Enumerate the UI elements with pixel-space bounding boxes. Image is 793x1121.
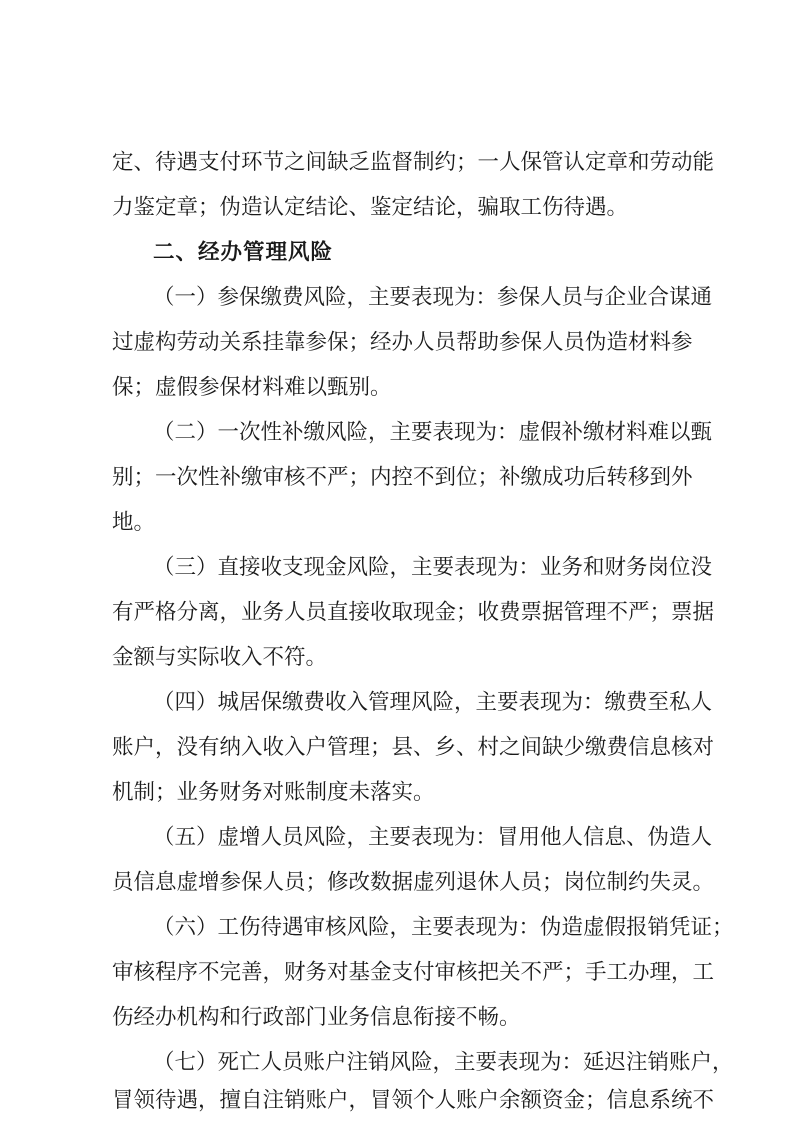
text-line: （二）一次性补缴风险，主要表现为：虚假补缴材料难以甄 xyxy=(153,420,713,445)
text-line: （四）城居保缴费收入管理风险，主要表现为：缴费至私人 xyxy=(153,690,713,715)
text-line: （六）工伤待遇审核风险，主要表现为：伪造虚假报销凭证； xyxy=(153,915,734,940)
text-line: 别；一次性补缴审核不严；内控不到位；补缴成功后转移到外 xyxy=(112,465,693,490)
text-line: （一）参保缴费风险，主要表现为：参保人员与企业合谋通 xyxy=(153,285,713,310)
text-line: （五）虚增人员风险，主要表现为：冒用他人信息、伪造人 xyxy=(153,825,713,850)
text-line: 伤经办机构和行政部门业务信息衔接不畅。 xyxy=(112,1005,521,1030)
text-line: （七）死亡人员账户注销风险，主要表现为：延迟注销账户， xyxy=(153,1050,734,1075)
text-line: 冒领待遇，擅自注销账户，冒领个人账户余额资金；信息系统不 xyxy=(112,1088,715,1113)
text-line: 保；虚假参保材料难以甄别。 xyxy=(112,375,392,400)
text-line: 金额与实际收入不符。 xyxy=(112,645,328,670)
text-line: 定、待遇支付环节之间缺乏监督制约；一人保管认定章和劳动能 xyxy=(112,150,715,175)
text-line: 审核程序不完善，财务对基金支付审核把关不严；手工办理，工 xyxy=(112,960,715,985)
section-heading: 二、经办管理风险 xyxy=(153,240,334,265)
text-line: 过虚构劳动关系挂靠参保；经办人员帮助参保人员伪造材料参 xyxy=(112,330,693,355)
text-line: 机制；业务财务对账制度未落实。 xyxy=(112,780,435,805)
text-line: 力鉴定章；伪造认定结论、鉴定结论，骗取工伤待遇。 xyxy=(112,195,629,220)
text-line: （三）直接收支现金风险，主要表现为：业务和财务岗位没 xyxy=(153,555,713,580)
text-line: 有严格分离，业务人员直接收取现金；收费票据管理不严；票据 xyxy=(112,600,715,625)
text-line: 员信息虚增参保人员；修改数据虚列退休人员；岗位制约失灵。 xyxy=(112,870,715,895)
text-line: 账户，没有纳入收入户管理；县、乡、村之间缺少缴费信息核对 xyxy=(112,735,715,760)
text-line: 地。 xyxy=(112,510,156,535)
